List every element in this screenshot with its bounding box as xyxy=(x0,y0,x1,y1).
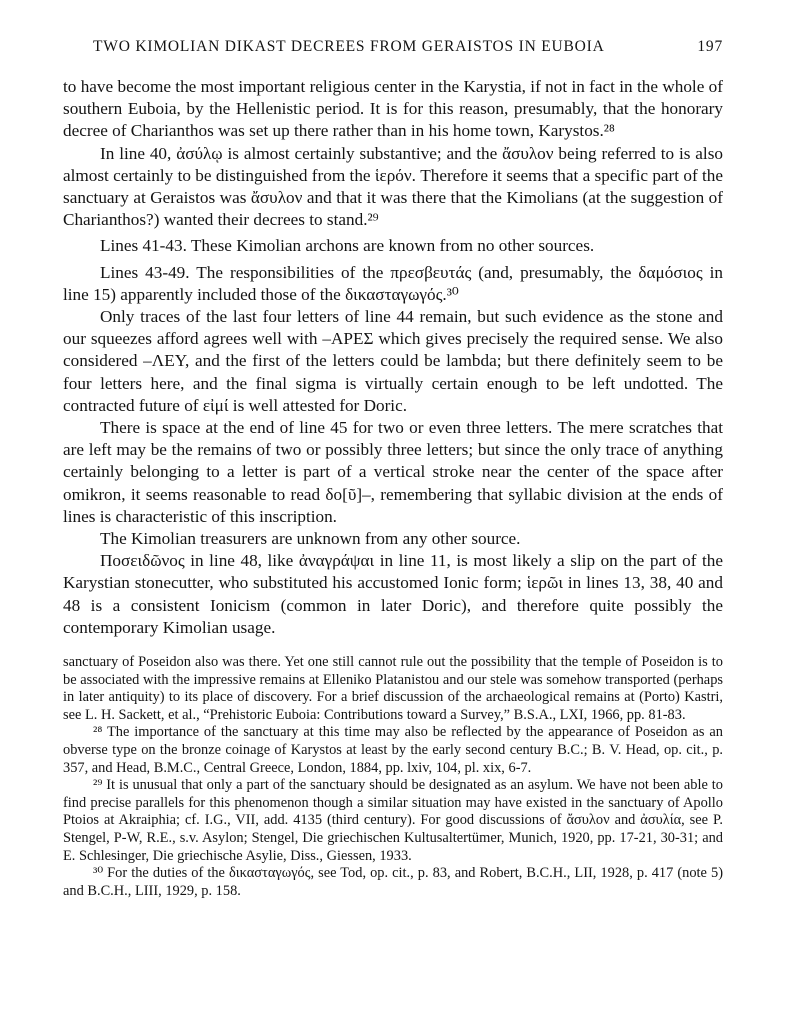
paragraph: In line 40, ἀσύλῳ is almost certainly substantive; and the ἄσυλον being referred to is also almost certainly to be distinguished from the ἱερόν. Therefore it seems that a specific part of the sanctuary at Geraistos was ἄσυλον and that it was there that the Kimolians (at the suggestion of Charianthos?) wanted their decrees to stand.²⁹ xyxy=(63,143,723,230)
footnote-continuation: sanctuary of Poseidon also was there. Yet one still cannot rule out the possibility that the temple of Poseidon is to be associated with the impressive remains at Elleniko Platanistou and our stele was somehow transported (perhaps in later antiquity) to its place of discovery. For a brief discussion of the archaeological remains at (Porto) Kastri, see L. H. Sackett, et al., “Prehistoric Euboia: Contributions toward a Survey,” B.S.A., LXI, 1966, pp. 81-83. xyxy=(63,654,723,723)
page-number: 197 xyxy=(697,38,723,55)
document-page xyxy=(63,38,723,900)
running-header xyxy=(63,38,723,62)
footnotes xyxy=(63,654,723,900)
footnote-29: ²⁹ It is unusual that only a part of the sanctuary should be designated as an asylum. We have not been able to find precise parallels for this phenomenon though a similar situation may have existed in the sanctuary of Apollo Ptoios at Akraiphia; cf. I.G., VII, add. 4135 (third century). For good discussions of ἄσυλον and ἀσυλία, see P. Stengel, P-W, R.E., s.v. Asylon; Stengel, Die griechischen Kultusaltertümer, Munich, 1920, pp. 17-21, 30-31; and E. Schlesinger, Die griechische Asylie, Diss., Giessen, 1933. xyxy=(63,777,723,864)
paragraph: Lines 43-49. The responsibilities of the πρεσβευτάς (and, presumably, the δαμόσιος in line 15) apparently included those of the δικασταγωγός.³⁰ xyxy=(63,262,723,304)
footnote-28: ²⁸ The importance of the sanctuary at this time may also be reflected by the appearance of Poseidon as an obverse type on the bronze coinage of Karystos at least by the early second century B.C.; B. V. Head, op. cit., p. 357, and Head, B.M.C., Central Greece, London, 1884, pp. lxiv, 104, pl. xix, 6-7. xyxy=(63,724,723,776)
paragraph: Ποσειδῶνος in line 48, like ἀναγράψαι in line 11, is most likely a slip on the part of the Karystian stonecutter, who substituted his accustomed Ionic form; ἱερῶι in lines 13, 38, 40 and 48 is a consistent Ionicism (common in later Doric), and therefore quite possibly the contemporary Kimolian usage. xyxy=(63,551,723,637)
paragraph: There is space at the end of line 45 for two or even three letters. The mere scratches that are left may be the remains of two or possibly three letters; but since the only trace of anything certainly belonging to a letter is part of a vertical stroke near the center of the space after omikron, it seems reasonable to read δο[ῦ]–, remembering that syllabic division at the ends of lines is characteristic of this inscription. xyxy=(63,418,723,526)
paragraph: The Kimolian treasurers are unknown from any other source. xyxy=(100,529,521,549)
footnote-30: ³⁰ For the duties of the δικασταγωγός, see Tod, op. cit., p. 83, and Robert, B.C.H., LII, 1928, p. 417 (note 5) and B.C.H., LIII, 1929, p. 158. xyxy=(63,865,723,899)
paragraph: Only traces of the last four letters of line 44 remain, but such evidence as the stone and our squeezes afford agrees well with –ΑΡΕΣ which gives precisely the required sense. We also considered –ΛΕΥ, and the first of the letters could be lambda; but there definitely seem to be four letters here, and the final sigma is virtually certain enough to be left undotted. The contracted future of εἰμί is well attested for Doric. xyxy=(63,307,723,415)
running-title: TWO KIMOLIAN DIKAST DECREES FROM GERAISTOS IN EUBOIA xyxy=(93,38,605,55)
paragraph: to have become the most important religious center in the Karystia, if not in fact in the whole of southern Euboia, by the Hellenistic period. It is for this reason, presumably, that the honorary decree of Charianthos was set up there rather than in his home town, Karystos.²⁸ xyxy=(63,77,723,141)
paragraph: Lines 41-43. These Kimolian archons are known from no other sources. xyxy=(100,236,595,256)
main-text xyxy=(63,76,723,639)
